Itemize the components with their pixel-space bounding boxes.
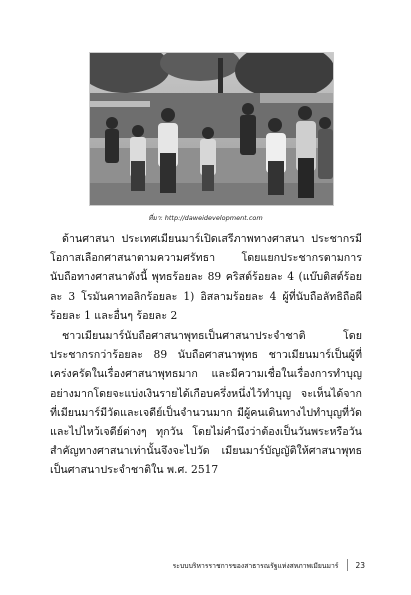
paragraph-buddhism: ชาวเมียนมาร์นับถือศาสนาพุทธเป็นศาสนาประจำชาติ โดยประชากรกว่าร้อยละ 89 นับถือศาสนาพุทธ ชาวเมียนมาร์เป็นผู้ที่เคร่งครัดในเรื่องศาสนาพุทธมาก และมีความเชื่อในเรื่องการทำบุญอย่างมากโดยจะแบ่งเงินรายได้เกือบครึ่งหนึ่งไว้ทำบุญ จะเห็นได้จากที่เมียนมาร์มีวัดและเจดีย์เป็นจำนวนมาก มีผู้คนเดินทางไปทำบุญที่วัดและไปไหว้เจดีย์ต่างๆ ทุกวัน โดยไม่คำนึงว่าต้องเป็นวันพระหรือวันสำคัญทางศาสนาเท่านั้นจึงจะไปวัด เมียนมาร์บัญญัติให้ศาสนาพุทธเป็นศาสนาประจำชาติใน พ.ศ. 2517 [50,329,362,477]
street-scene-photo [89,52,334,206]
page-number: 23 [355,560,365,570]
footer-divider [347,559,348,571]
paragraph-religion: ด้านศาสนา ประเทศเมียนมาร์เปิดเสรีภาพทางศาสนา ประชากรมีโอกาสเลือกศาสนาตามความศรัทธา โดยแยกประชากรตามการนับถือทางศาสนาดังนี้ พุทธร้อยละ 89 คริสต์ร้อยละ 4 (แบ๊บติสต์ร้อยละ 3 โรมันคาทอลิกร้อยละ 1) อิสลามร้อยละ 4 ผู้ที่นับถือลัทธิถือผีร้อยละ 1 และอื่นๆ ร้อยละ 2 [50,232,362,322]
page-footer [0,557,411,573]
footer-title: ระบบบริหารราชการของสาธารณรัฐแห่งสหภาพเมียนมาร์ [172,561,339,570]
photo-street-scene [90,53,333,205]
body-text [50,229,362,480]
photo-caption: ที่มา: http://daweidevelopment.com [148,214,263,222]
